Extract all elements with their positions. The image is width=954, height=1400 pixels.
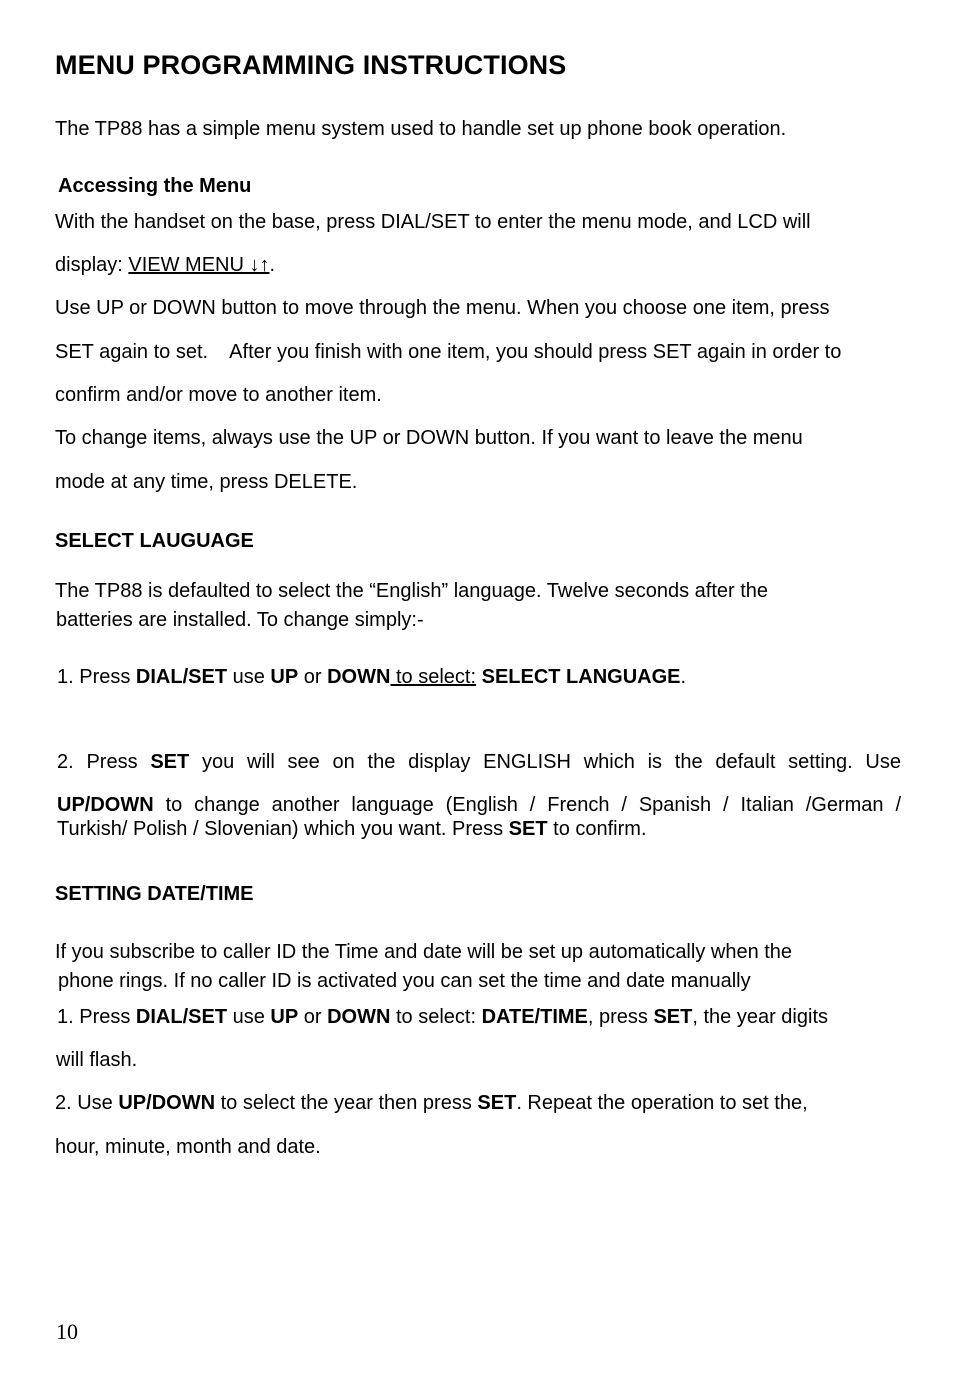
datetime-step-2-line-2: hour, minute, month and date.: [55, 1136, 321, 1158]
key-down: DOWN: [327, 1006, 391, 1028]
datetime-para-line-2: phone rings. If no caller ID is activated you can set the time and date manually: [58, 970, 751, 992]
key-set: SET: [508, 818, 548, 840]
key-up-down: UP/DOWN: [57, 794, 154, 816]
step-text: you will see on the display ENGLISH which is the default setting. Use: [189, 751, 901, 773]
key-set: SET: [150, 751, 190, 773]
lcd-display-view-menu: VIEW MENU ↓↑: [128, 254, 270, 276]
key-down: DOWN: [327, 666, 391, 688]
access-line-2: [55, 253, 275, 277]
language-step-2-line-3: [57, 817, 647, 841]
key-up: UP: [270, 666, 299, 688]
step-text: use: [227, 1006, 271, 1028]
step-text: 2. Press: [57, 751, 151, 773]
datetime-step-1-line-2: will flash.: [56, 1049, 138, 1071]
step-text: to select:: [390, 1006, 482, 1028]
section-heading-select-language: SELECT LAUGUAGE: [55, 530, 254, 552]
step-text: , press: [587, 1006, 654, 1028]
step-text: 2. Use: [55, 1092, 119, 1114]
step-text: Turkish/ Polish / Slovenian) which you want. Press: [57, 818, 509, 840]
section-heading-setting-date-time: SETTING DATE/TIME: [55, 883, 254, 905]
section-heading-accessing-menu: Accessing the Menu: [58, 175, 252, 197]
access-line-5: confirm and/or move to another item.: [55, 384, 382, 406]
access-line-3: Use UP or DOWN button to move through the menu. When you choose one item, press: [55, 297, 830, 319]
intro-text: The TP88 has a simple menu system used to handle set up phone book operation.: [55, 118, 787, 140]
language-para-line-2: batteries are installed. To change simply:-: [56, 609, 424, 631]
access-line-7: mode at any time, press DELETE.: [55, 471, 358, 493]
access-line-1: With the handset on the base, press DIAL/SET to enter the menu mode, and LCD will: [55, 211, 811, 233]
step-text: use: [227, 666, 271, 688]
language-para-line-1: The TP88 is defaulted to select the “English” language. Twelve seconds after the: [55, 580, 769, 602]
datetime-step-2: [55, 1091, 808, 1115]
step-text: to change another language (English / French / Spanish / Italian /German /: [153, 794, 901, 816]
step-text: or: [298, 1006, 328, 1028]
step-text: to confirm.: [547, 818, 647, 840]
access-line-6: To change items, always use the UP or DOWN button. If you want to leave the menu: [55, 427, 803, 449]
datetime-para-line-1: If you subscribe to caller ID the Time and date will be set up automatically when the: [55, 941, 793, 963]
access-line-2-prefix: display:: [55, 254, 129, 276]
language-step-1: [57, 665, 686, 689]
step-text: to select the year then press: [215, 1092, 478, 1114]
access-line-4: SET again to set. After you finish with one item, you should press SET again in order to: [55, 341, 842, 363]
key-dial-set: DIAL/SET: [135, 666, 228, 688]
page-number: 10: [56, 1319, 78, 1344]
step-text: , the year digits: [692, 1006, 828, 1028]
menu-item-select-language: SELECT LANGUAGE: [476, 666, 681, 688]
step-text: or: [298, 666, 328, 688]
menu-item-date-time: DATE/TIME: [481, 1006, 588, 1028]
key-up: UP: [270, 1006, 299, 1028]
access-line-2-suffix: .: [269, 254, 276, 276]
step-text: 1. Press: [57, 666, 136, 688]
language-step-2-line-1: [57, 750, 901, 774]
key-up-down: UP/DOWN: [118, 1092, 216, 1114]
key-set: SET: [477, 1092, 517, 1114]
step-text: . Repeat the operation to set the,: [516, 1092, 808, 1114]
page-title: MENU PROGRAMMING INSTRUCTIONS: [55, 50, 567, 80]
datetime-step-1: [57, 1005, 828, 1029]
step-text: .: [680, 666, 687, 688]
key-dial-set: DIAL/SET: [135, 1006, 228, 1028]
step-text: 1. Press: [57, 1006, 136, 1028]
language-step-2-line-2: [57, 793, 901, 817]
key-set: SET: [653, 1006, 693, 1028]
step-text: to select:: [390, 666, 477, 688]
